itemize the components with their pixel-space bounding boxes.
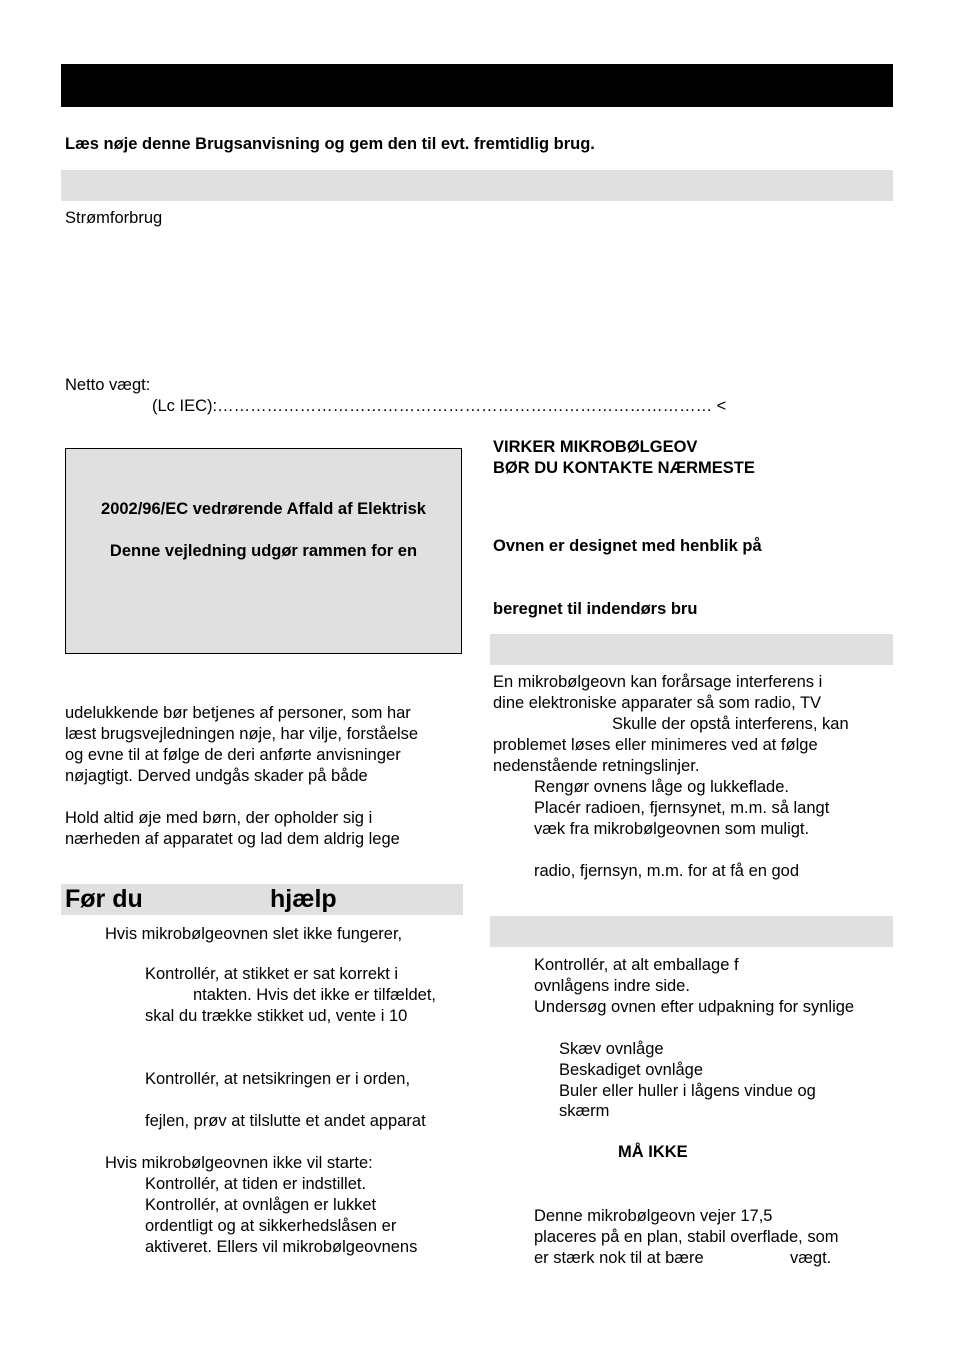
troubleshoot-item4-line3: aktiveret. Ellers vil mikrobølgeovnens bbox=[145, 1238, 418, 1256]
power-label: Strømforbrug bbox=[65, 209, 163, 227]
lc-iec-line: (Lc IEC):……………………………………………………………………………… < bbox=[152, 397, 727, 415]
weight-line1: Denne mikrobølgeovn vejer 17,5 bbox=[534, 1207, 773, 1225]
must-not-text: MÅ IKKE bbox=[618, 1143, 688, 1161]
tip-line4: radio, fjernsyn, m.m. for at få en god bbox=[534, 862, 800, 880]
install-line2: ovnlågens indre side. bbox=[534, 977, 690, 995]
troubleshoot-item2-line2: fejlen, prøv at tilslutte et andet apparat bbox=[145, 1112, 426, 1130]
interference-section-bar bbox=[490, 634, 893, 665]
weight-line2: placeres på en plan, stabil overflade, som bbox=[534, 1228, 839, 1246]
damage-item3-line1: Buler eller huller i lågens vindue og bbox=[559, 1082, 816, 1100]
children-para-line1: Hold altid øje med børn, der opholder sig i bbox=[65, 809, 373, 827]
troubleshoot-item4-line2: ordentligt og at sikkerhedslåsen er bbox=[145, 1217, 397, 1235]
install-line3: Undersøg ovnen efter udpakning for synlige bbox=[534, 998, 855, 1016]
troubleshoot-heading-part1: Før du bbox=[65, 885, 143, 913]
specs-section-bar bbox=[61, 170, 893, 201]
weee-info-box bbox=[65, 448, 462, 654]
install-line1: Kontrollér, at alt emballage f bbox=[534, 956, 739, 974]
troubleshoot-item1-line2: ntakten. Hvis det ikke er tilfældet, bbox=[193, 986, 437, 1004]
warning-line2: BØR DU KONTAKTE NÆRMESTE bbox=[493, 459, 755, 477]
title-bar bbox=[61, 64, 893, 107]
safety-para1-line3: og evne til at følge de deri anførte anvisninger bbox=[65, 746, 401, 764]
damage-item2: Beskadiget ovnlåge bbox=[559, 1061, 704, 1079]
troubleshoot-item3: Kontrollér, at tiden er indstillet. bbox=[145, 1175, 367, 1193]
interference-line5: nedenstående retningslinjer. bbox=[493, 757, 700, 775]
troubleshoot-item4-line1: Kontrollér, at ovnlågen er lukket bbox=[145, 1196, 377, 1214]
troubleshoot-item2-line1: Kontrollér, at netsikringen er i orden, bbox=[145, 1070, 411, 1088]
damage-item3-line2: skærm bbox=[559, 1102, 610, 1120]
tip-line2: Placér radioen, fjernsynet, m.m. så langt bbox=[534, 799, 830, 817]
indoor-text: beregnet til indendørs bru bbox=[493, 600, 698, 618]
installation-section-bar bbox=[490, 916, 893, 947]
safety-para1-line4: nøjagtigt. Derved undgås skader på både bbox=[65, 767, 368, 785]
tip-line1: Rengør ovnens låge og lukkeflade. bbox=[534, 778, 789, 796]
safety-para1-line2: læst brugsvejledningen nøje, har vilje, forståelse bbox=[65, 725, 419, 743]
designed-text: Ovnen er designet med henblik på bbox=[493, 537, 762, 555]
safety-para1-line1: udelukkende bør betjenes af personer, som har bbox=[65, 704, 411, 722]
troubleshoot-item1-line1: Kontrollér, at stikket er sat korrekt i bbox=[145, 965, 399, 983]
weight-line3a: er stærk nok til at bære bbox=[534, 1249, 704, 1267]
children-para-line2: nærheden af apparatet og lad dem aldrig lege bbox=[65, 830, 400, 848]
troubleshoot-heading-part2: hjælp bbox=[270, 885, 337, 913]
interference-line4: problemet løses eller minimeres ved at følge bbox=[493, 736, 818, 754]
interference-line3: Skulle der opstå interferens, kan bbox=[612, 715, 849, 733]
interference-line2: dine elektroniske apparater så som radio, TV bbox=[493, 694, 822, 712]
troubleshoot-intro1: Hvis mikrobølgeovnen slet ikke fungerer, bbox=[105, 925, 403, 943]
troubleshoot-intro2: Hvis mikrobølgeovnen ikke vil starte: bbox=[105, 1154, 373, 1172]
interference-line1: En mikrobølgeovn kan forårsage interferens i bbox=[493, 673, 823, 691]
tip-line3: væk fra mikrobølgeovnen som muligt. bbox=[534, 820, 810, 838]
intro-text: Læs nøje denne Brugsanvisning og gem den til evt. fremtidlig brug. bbox=[65, 135, 595, 153]
weight-label: Netto vægt: bbox=[65, 376, 151, 394]
warning-line1: VIRKER MIKROBØLGEOV bbox=[493, 438, 698, 456]
troubleshoot-item1-line3: skal du trække stikket ud, vente i 10 bbox=[145, 1007, 408, 1025]
damage-item1: Skæv ovnlåge bbox=[559, 1040, 664, 1058]
weight-line3b: vægt. bbox=[790, 1249, 832, 1267]
weee-box-line2: Denne vejledning udgør rammen for en bbox=[109, 542, 418, 560]
weee-box-line1: 2002/96/EC vedrørende Affald af Elektrisk bbox=[101, 500, 426, 518]
